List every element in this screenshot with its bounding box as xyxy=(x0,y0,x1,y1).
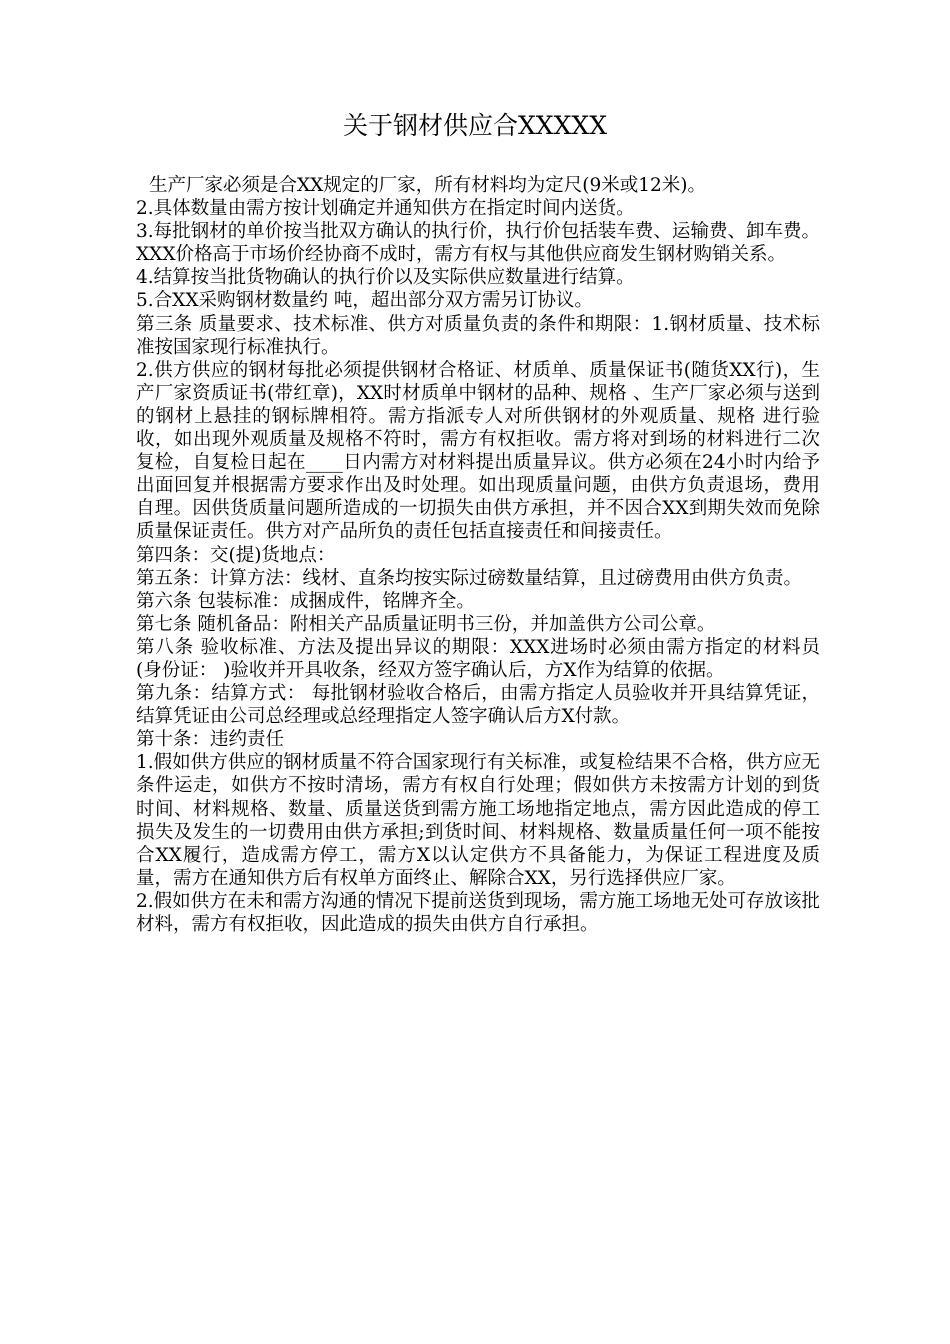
paragraph-4: 4.结算按当批货物确认的执行价以及实际供应数量进行结算。 xyxy=(136,267,635,289)
paragraph-15: 1.假如供方供应的钢材质量不符合国家现行有关标准，或复检结果不合格，供方应无条件运走，如供方不按时清场，需方有权自行处理；假如供方未按需方计划的到货时间、材料规格、数量、质量送货到需方施工场地指定地点，需方因此造成的停工损失及发生的一切费用由供方承担;到货时间、材料规格、数量质量任何一项不能按合XX履行，造成需方停工，需方X以认定供方不具备能力，为保证工程进度及质量，需方在通知供方后有权单方面终止、解除合XX，另行选择供应厂家。 xyxy=(136,752,820,889)
paragraph-13: 第九条：结算方式： 每批钢材验收合格后，由需方指定人员验收并开具结算凭证，结算凭证由公司总经理或总经理指定人签字确认后方X付款。 xyxy=(136,683,820,728)
paragraph-14: 第十条：违约责任 xyxy=(136,729,285,751)
paragraph-6: 第三条 质量要求、技术标准、供方对质量负责的条件和期限：1.钢材质量、技术标准按国家现行标准执行。 xyxy=(136,313,820,358)
paragraph-12: 第八条 验收标准、方法及提出异议的期限：XXX进场时必须由需方指定的材料员 (身份证： )验收并开具收条，经双方签字确认后，方X作为结算的依据。 xyxy=(136,636,820,681)
paragraph-2: 2.具体数量由需方按计划确定并通知供方在指定时间内送货。 xyxy=(136,198,635,220)
paragraph-3: 3.每批钢材的单价按当批双方确认的执行价，执行价包括装车费、运输费、卸车费。XXX价格高于市场价经协商不成时，需方有权与其他供应商发生钢材购销关系。 xyxy=(136,221,820,266)
document-body xyxy=(136,174,820,936)
paragraph-1: 生产厂家必须是合XX规定的厂家，所有材料均为定尺(9米或12米)。 xyxy=(148,175,707,196)
paragraph-8: 第四条：交(提)货地点： xyxy=(136,544,336,566)
paragraph-11: 第七条 随机备品：附相关产品质量证明书三份，并加盖供方公司公章。 xyxy=(136,613,716,635)
paragraph-16: 2.假如供方在未和需方沟通的情况下提前送货到现场，需方施工场地无处可存放该批材料，需方有权拒收，因此造成的损失由供方自行承担。 xyxy=(136,890,820,935)
document-title: 关于钢材供应合XXXXX xyxy=(343,111,607,140)
paragraph-5: 5.合XX采购钢材数量约 吨，超出部分双方需另订协议。 xyxy=(136,290,593,312)
paragraph-9: 第五条：计算方法：线材、直条均按实际过磅数量结算，且过磅费用由供方负责。 xyxy=(136,567,803,589)
paragraph-10: 第六条 包装标准：成捆成件，铭牌齐全。 xyxy=(136,590,475,612)
paragraph-7: 2.供方供应的钢材每批必须提供钢材合格证、材质单、质量保证书(随货XX行)，生产厂家资质证书(带红章)，XX时材质单中钢材的品种、规格 、生产厂家必须与送到的钢材上悬挂的钢标牌相符。需方指派专人对所供钢材的外观质量、规格 进行验收，如出现外观质量及规格不符时，需方有权拒收。需方将对到场的材料进行二次复检，自复检日起在____日内需方对材料提出质量异议。供方必须在24小时内给予出面回复并根据需方要求作出及时处理。如出现质量问题，由供方负责退场，费用自理。因供货质量问题所造成的一切损失由供方承担，并不因合XX到期失效而免除质量保证责任。供方对产品所负的责任包括直接责任和间接责任。 xyxy=(136,359,820,543)
